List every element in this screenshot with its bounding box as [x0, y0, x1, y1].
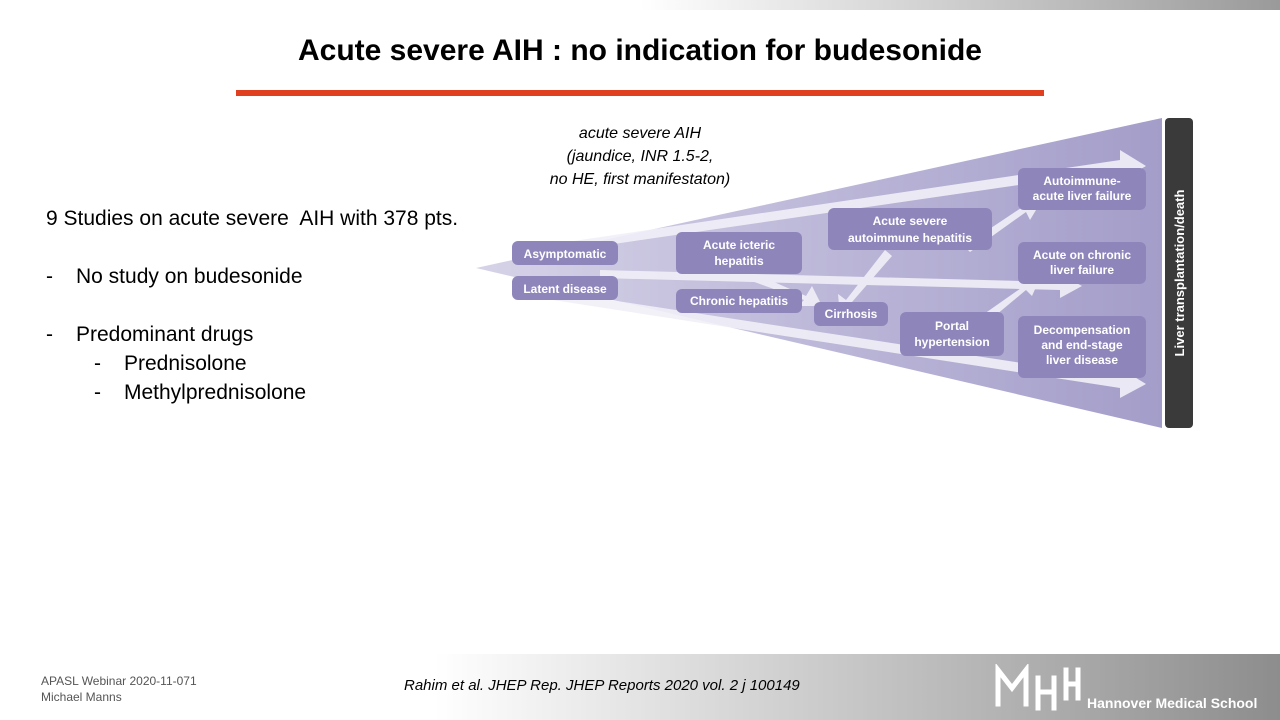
endpoint-label: Liver transplantation/death: [1172, 189, 1187, 357]
box-label: liver disease: [1045, 353, 1119, 367]
bullet-dash: -: [46, 323, 53, 346]
box-label: hypertension: [914, 335, 990, 349]
footer-reference: Rahim et al. JHEP Rep. JHEP Reports 2020 vol. 2 j 100149: [404, 677, 800, 694]
box-label: Chronic hepatitis: [689, 294, 789, 308]
box-label: Acute severe: [872, 214, 948, 228]
caption-line: acute severe AIH: [578, 125, 702, 142]
box-label: Acute on chronic: [1032, 248, 1132, 262]
caption-line: no HE, first manifestaton): [549, 171, 731, 188]
slide-title: Acute severe AIH : no indication for budesonide: [298, 34, 982, 67]
logo-name: Hannover Medical School: [1087, 695, 1258, 711]
bullet-text: Prednisolone: [124, 352, 247, 375]
footer-event: APASL Webinar 2020-11-071: [41, 674, 197, 688]
box-label: and end-stage: [1041, 338, 1123, 352]
box-label: Autoimmune-: [1043, 174, 1121, 188]
bullet-text: No study on budesonide: [76, 265, 303, 288]
box-label: Cirrhosis: [824, 307, 878, 321]
bullet-text: Methylprednisolone: [124, 381, 307, 404]
box-label: hepatitis: [714, 254, 764, 268]
footer-author: Michael Manns: [41, 690, 122, 704]
box-label: liver failure: [1049, 263, 1115, 277]
bullet-dash: -: [46, 265, 53, 288]
box-label: Latent disease: [523, 282, 607, 296]
bullet-dash: -: [94, 381, 101, 404]
footer-credits: [41, 673, 197, 705]
box-label: Asymptomatic: [523, 247, 607, 261]
box-label: Acute icteric: [702, 238, 776, 252]
intro-text: 9 Studies on acute severe AIH with 378 pts.: [46, 207, 459, 230]
box-label: acute liver failure: [1032, 189, 1132, 203]
box-label: autoimmune hepatitis: [847, 231, 973, 245]
box-label: Decompensation: [1033, 323, 1131, 337]
box-label: Portal: [934, 319, 970, 333]
bullet-text: Predominant drugs: [76, 323, 254, 346]
mhh-logo-icon: [994, 664, 1084, 712]
caption-line: (jaundice, INR 1.5-2,: [566, 148, 714, 165]
bullet-dash: -: [94, 352, 101, 375]
